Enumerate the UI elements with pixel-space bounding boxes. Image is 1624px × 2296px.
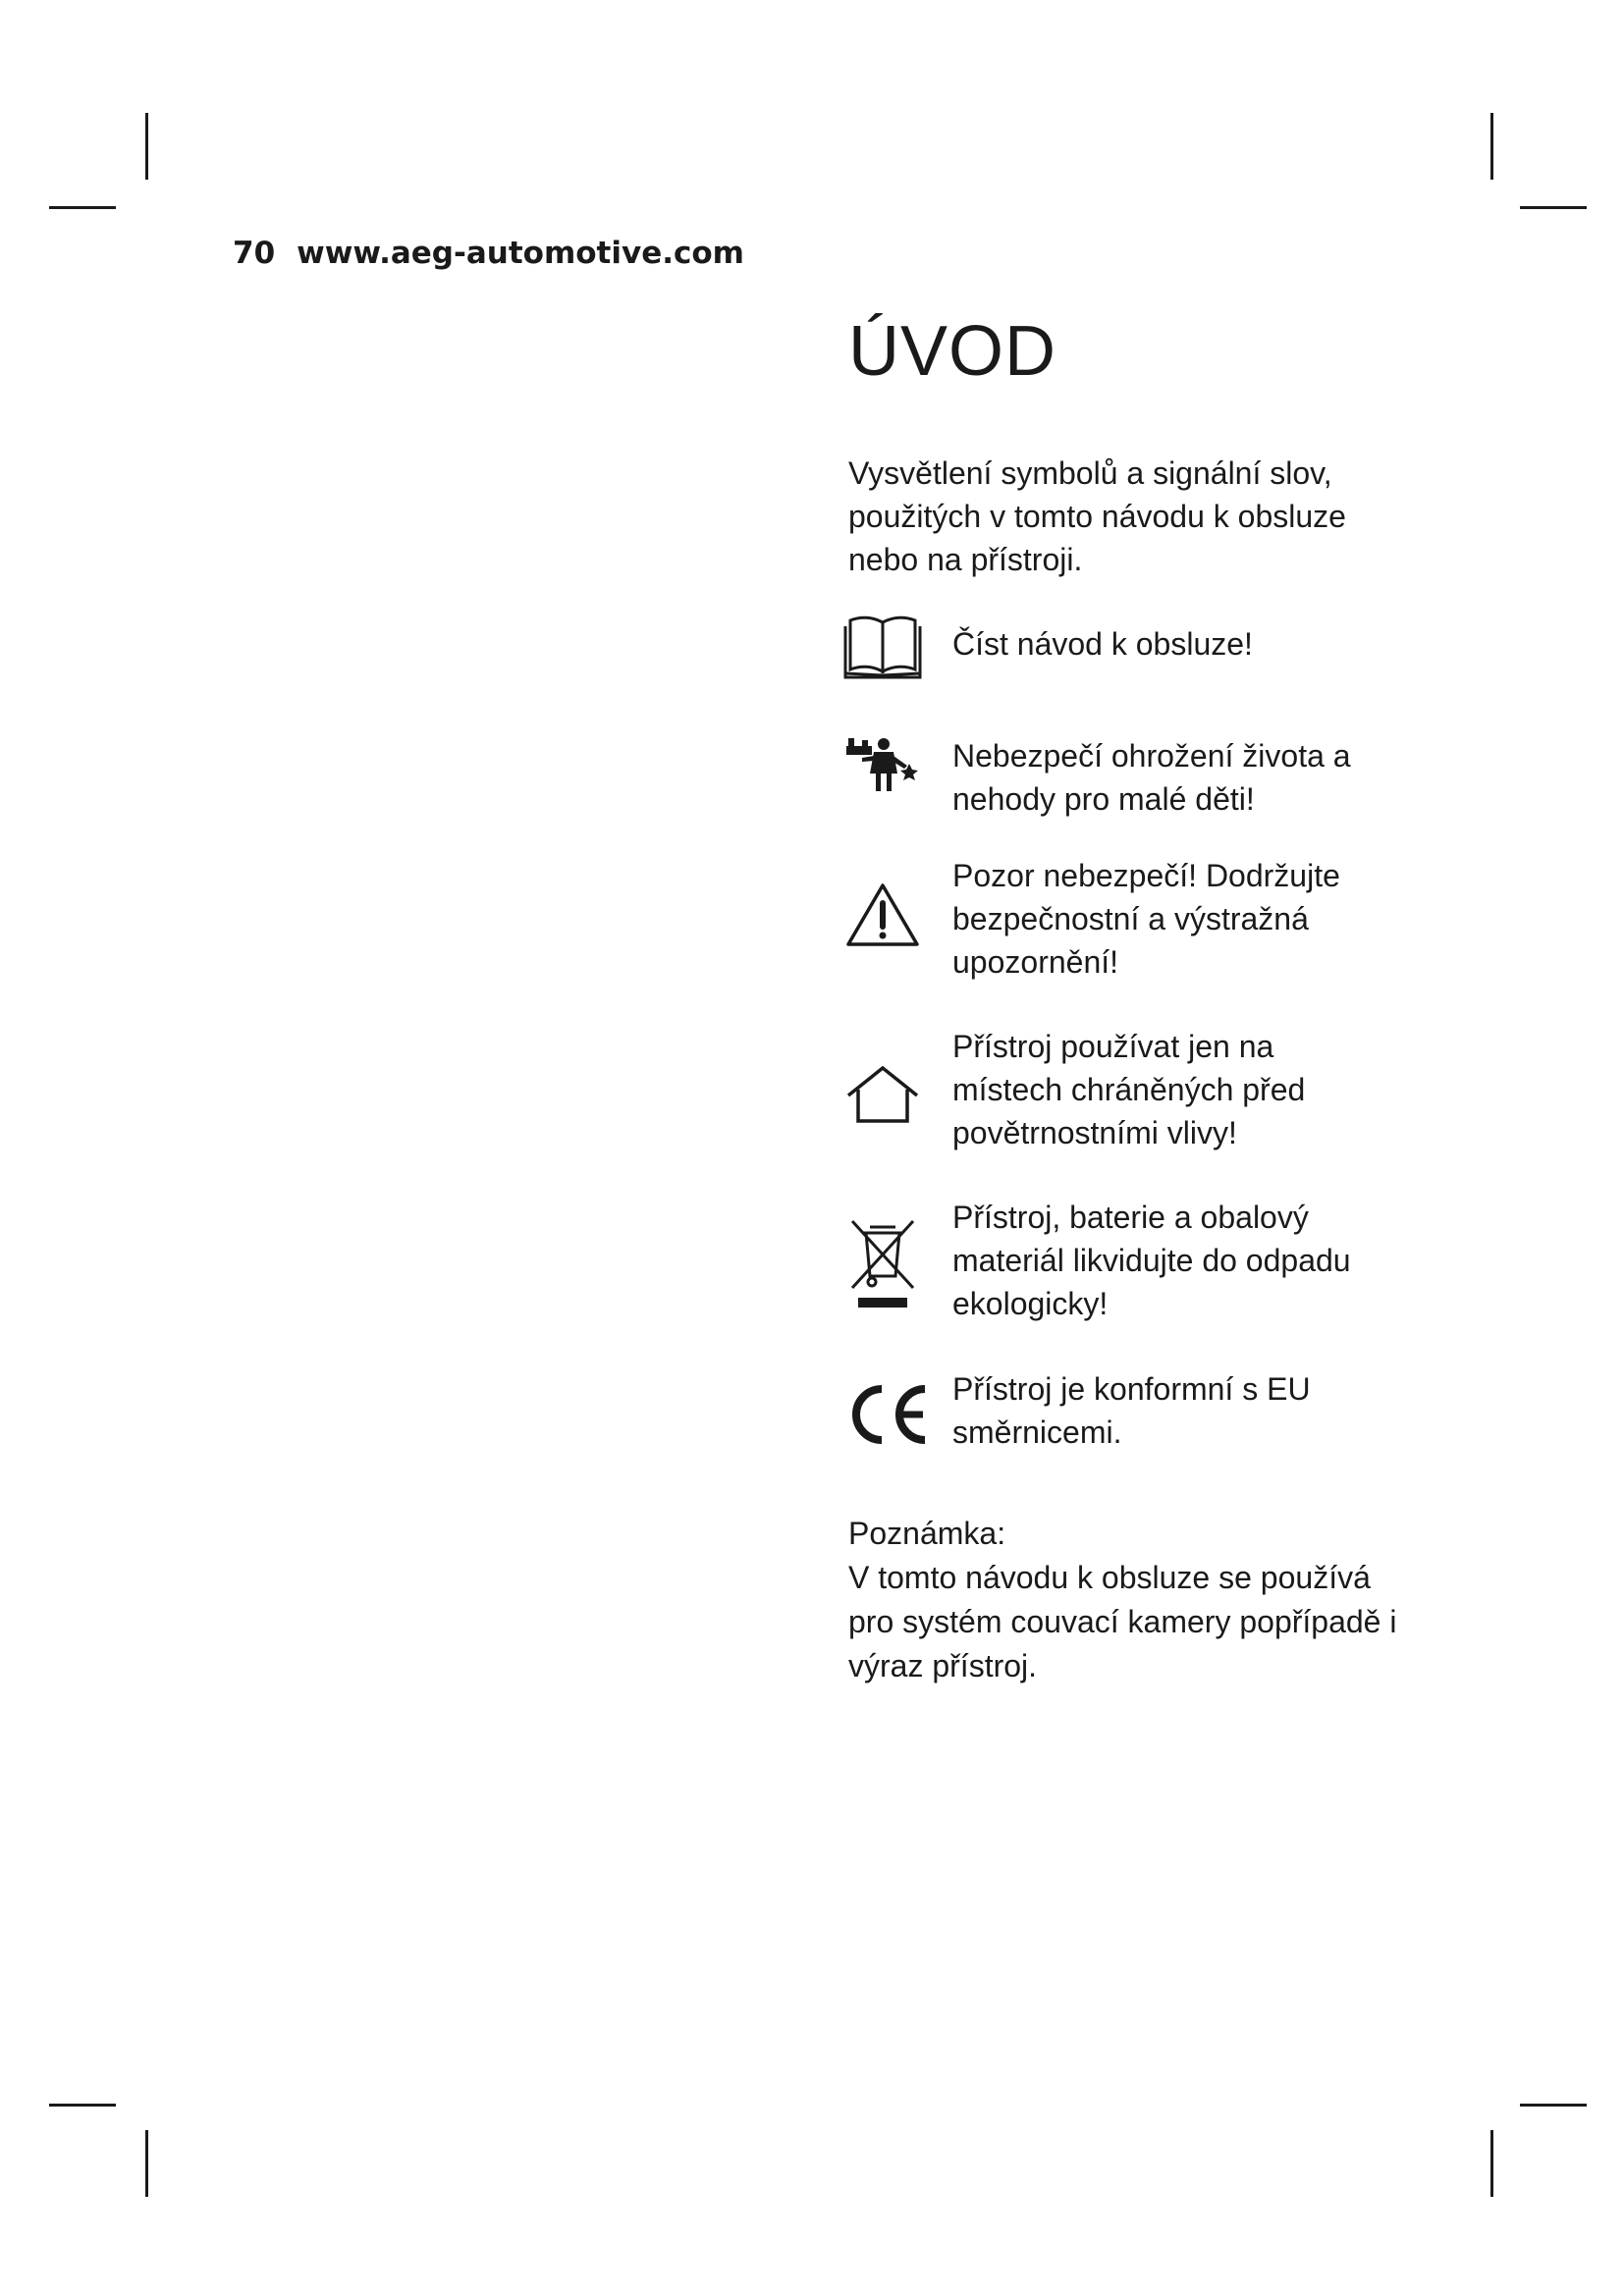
crossed-bin-icon [842,1215,923,1313]
child-danger-icon [842,734,923,805]
crop-mark [49,2104,116,2107]
symbol-text: Přístroj je konformní s EU směrnicemi. [952,1371,1311,1450]
symbol-text: Pozor nebezpečí! Dodržujte bezpečnostní a výstražná upozornění! [952,858,1340,980]
note-label: Poznámka: [848,1516,1006,1551]
symbol-text: Nebezpečí ohrožení života a nehody pro malé děti! [952,738,1351,817]
crop-mark [1520,206,1587,209]
crop-mark [1490,2130,1493,2197]
book-icon [842,611,923,681]
note-block [848,1512,1398,1688]
page-header [233,236,744,271]
crop-mark [145,2130,148,2197]
intro-text: Vysvětlení symbolů a signální slov, použitých v tomto návodu k obsluze nebo na přístroji. [848,455,1346,577]
symbol-text: Číst návod k obsluze! [952,626,1253,662]
crop-mark [145,113,148,180]
website-url: www.aeg-automotive.com [297,236,744,271]
crop-mark [49,206,116,209]
crop-mark [1520,2104,1587,2107]
symbol-text: Přístroj, baterie a obalový materiál likvidujte do odpadu ekologicky! [952,1200,1351,1321]
note-text: V tomto návodu k obsluze se používá pro systém couvací kamery popřípadě i výraz přístroj. [848,1560,1397,1683]
symbol-text: Přístroj používat jen na místech chráněných před povětrnostními vlivy! [952,1029,1306,1150]
house-icon [842,1060,923,1131]
ce-mark-icon [842,1379,931,1450]
crop-mark [1490,113,1493,180]
page-number: 70 [233,236,276,271]
warning-triangle-icon [842,880,923,950]
page-title: ÚVOD [848,312,1057,391]
